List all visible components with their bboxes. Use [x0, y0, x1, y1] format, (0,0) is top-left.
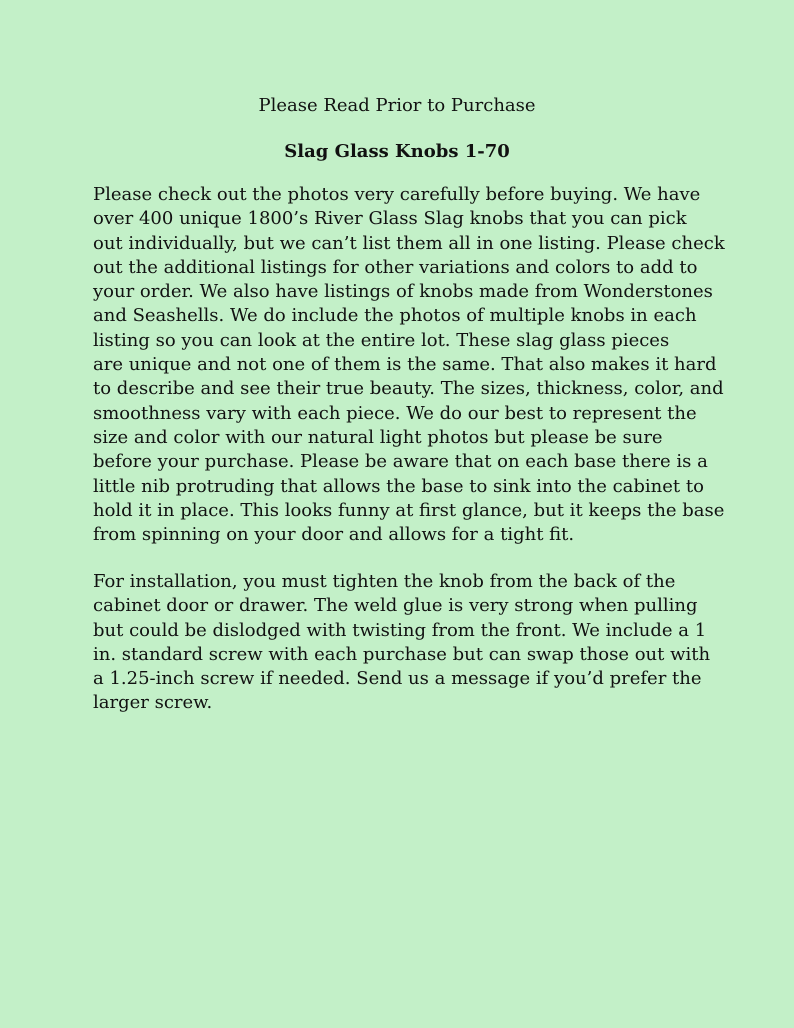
text-line: little nib protruding that allows the base to sink into the cabinet to — [93, 475, 704, 497]
intro-heading: Please Read Prior to Purchase — [258, 95, 536, 116]
text-line: are unique and not one of them is the same. That also makes it hard — [93, 354, 717, 376]
text-line: larger screw. — [93, 692, 213, 714]
text-line: your order. We also have listings of knobs made from Wonderstones — [93, 281, 713, 303]
text-line: out the additional listings for other variations and colors to add to — [93, 256, 698, 278]
text-line: Please check out the photos very carefully before buying. We have — [93, 184, 701, 205]
text-line: in. standard screw with each purchase but can swap those out with — [93, 643, 711, 665]
text-line: hold it in place. This looks funny at first glance, but it keeps the base — [93, 499, 725, 521]
paragraph-installation — [93, 570, 733, 716]
text-line: but could be dislodged with twisting from the front. We include a 1 — [93, 619, 707, 641]
text-line: to describe and see their true beauty. The sizes, thickness, color, and — [93, 378, 724, 400]
text-line: over 400 unique 1800’s River Glass Slag knobs that you can pick — [93, 208, 687, 230]
text-line: cabinet door or drawer. The weld glue is very strong when pulling — [93, 595, 698, 617]
text-line: and Seashells. We do include the photos of multiple knobs in each — [93, 305, 697, 327]
text-line: a 1.25-inch screw if needed. Send us a message if you’d prefer the — [93, 668, 702, 690]
text-line: listing so you can look at the entire lot. These slag glass pieces — [93, 329, 670, 351]
text-line: smoothness vary with each piece. We do our best to represent the — [93, 402, 697, 424]
text-line: from spinning on your door and allows for a tight fit. — [93, 524, 575, 546]
text-line: before your purchase. Please be aware that on each base there is a — [93, 451, 708, 473]
paragraph-description — [93, 183, 733, 547]
text-line: For installation, you must tighten the knob from the back of the — [93, 571, 676, 592]
text-line: size and color with our natural light photos but please be sure — [93, 426, 663, 448]
document-title: Slag Glass Knobs 1-70 — [284, 141, 510, 162]
text-line: out individually, but we can’t list them all in one listing. Please check — [93, 232, 725, 254]
